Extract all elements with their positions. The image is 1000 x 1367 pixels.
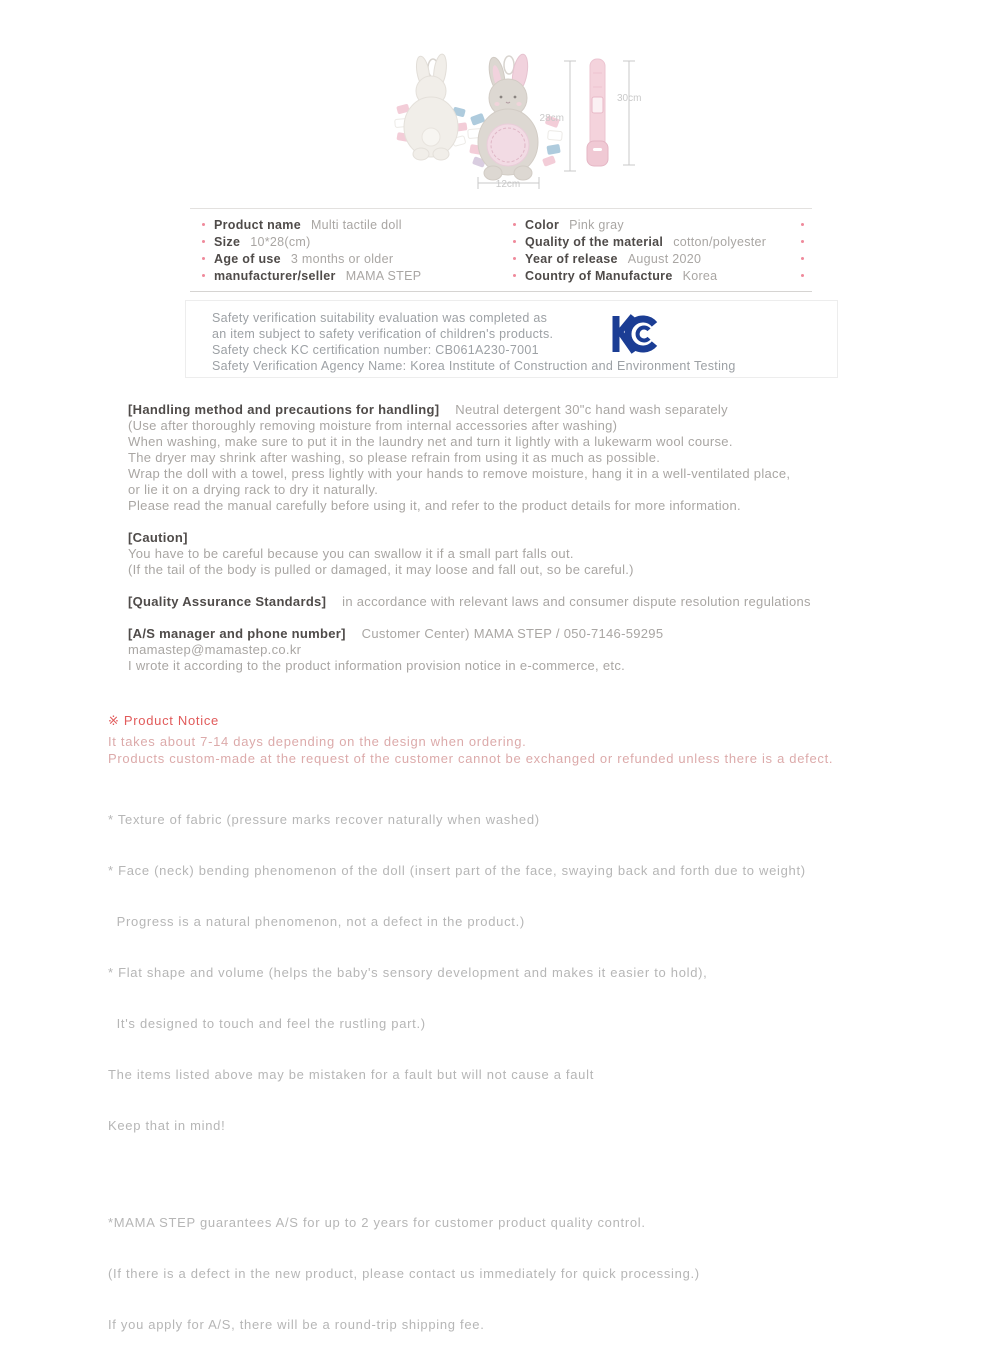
tag [546, 144, 560, 155]
notice-notes [108, 777, 948, 1168]
tag [542, 155, 556, 167]
note-line: * Texture of fabric (pressure marks recover naturally when washed) [108, 812, 540, 827]
as-line: I wrote it according to the product information provision notice in e-commerce, etc. [128, 658, 626, 673]
info-value: August 2020 [627, 251, 702, 266]
quality-text: in accordance with relevant laws and consumer dispute resolution regulations [342, 594, 811, 609]
tag [548, 130, 563, 140]
bunny-tail [422, 128, 440, 146]
info-row-age-of-use [190, 250, 501, 267]
handling-line: Please read the manual carefully before using it, and refer to the product details for more information. [128, 498, 741, 513]
caution-line: You have to be careful because you can swallow it if a small part falls out. [128, 546, 574, 561]
product-diagram [383, 53, 653, 201]
info-label: Country of Manufacture [525, 268, 673, 283]
info-col-right [501, 216, 812, 284]
handling-heading-line [128, 402, 918, 418]
note-line: It's designed to touch and feel the rustling part.) [108, 1016, 426, 1031]
info-label: Year of release [525, 251, 618, 266]
info-row-color [501, 216, 812, 233]
product-notice-section [108, 712, 948, 1367]
bullet-dot-icon [202, 257, 205, 260]
safety-line: Safety verification suitability evaluation was completed as [212, 311, 548, 325]
bullet-dot-icon [513, 257, 516, 260]
info-value: Multi tactile doll [310, 217, 402, 232]
info-col-left [190, 216, 501, 284]
dimension-strap-length [617, 61, 641, 165]
clip-end [587, 141, 608, 166]
footer-line: If you apply for A/S, there will be a round-trip shipping fee. [108, 1317, 485, 1332]
product-info-table [190, 208, 812, 292]
doll-height-label: 28cm [539, 113, 564, 124]
handling-line: The dryer may shrink after washing, so please refrain from using it as much as possible. [128, 450, 661, 465]
caution-line: (If the tail of the body is pulled or damaged, it may loose and fall out, so be careful.) [128, 562, 634, 577]
hanging-loop [504, 56, 514, 74]
safety-line: Safety check KC certification number: CB061A230-7001 [212, 343, 539, 357]
info-row-manufacturer [190, 267, 501, 284]
as-phone: Customer Center) MAMA STEP / 050-7146-59295 [361, 626, 664, 641]
bullet-dot-icon [513, 240, 516, 243]
handling-section [128, 402, 918, 514]
safety-line: an item subject to safety verification of children's products. [212, 327, 554, 341]
info-row-product-name [190, 216, 501, 233]
note-line: The items listed above may be mistaken for a fault but will not cause a fault [108, 1067, 595, 1082]
note-line: Keep that in mind! [108, 1118, 226, 1133]
product-notice-heading: ※ Product Notice [108, 713, 219, 728]
handling-intro: Neutral detergent 30"c hand wash separately [455, 402, 728, 417]
info-row-size [190, 233, 501, 250]
notice-line: Products custom-made at the request of the customer cannot be exchanged or refunded unless there is a defect. [108, 751, 834, 766]
strap-length-label: 30cm [617, 93, 642, 104]
bullet-dot-icon [202, 274, 205, 277]
notice-line: It takes about 7-14 days depending on the design when ordering. [108, 734, 527, 749]
info-value: 10*28(cm) [250, 234, 311, 249]
bullet-dot-icon [202, 223, 205, 226]
bullet-dot-icon [801, 223, 804, 226]
bullet-dot-icon [513, 274, 516, 277]
bullet-dot-icon [513, 223, 516, 226]
bullet-dot-icon [801, 240, 804, 243]
info-value: Pink gray [569, 217, 624, 232]
info-value: Korea [682, 268, 718, 283]
footer-line: (If there is a defect in the new product, please contact us immediately for quick processing.) [108, 1266, 700, 1281]
info-value: cotton/polyester [673, 234, 767, 249]
info-row-material [501, 233, 812, 250]
info-label: manufacturer/seller [214, 268, 336, 283]
caution-heading: [Caution] [128, 530, 188, 545]
handling-line: Wrap the doll with a towel, press lightly with your hands to remove moisture, hang it in a well-ventilated place, [128, 466, 791, 481]
as-guarantee-note [108, 1180, 948, 1367]
info-row-year-of-release [501, 250, 812, 267]
handling-line: or lie it on a drying rack to dry it naturally. [128, 482, 379, 497]
caution-section [128, 530, 918, 578]
strap-brand-label [592, 97, 603, 113]
info-label: Size [214, 234, 241, 249]
belly-patch [487, 124, 529, 166]
note-line: * Face (neck) bending phenomenon of the doll (insert part of the face, swaying back and forth due to weight) [108, 863, 806, 878]
as-heading: [A/S manager and phone number] [128, 626, 346, 641]
as-contact-section [128, 626, 918, 674]
safety-verification-box [185, 300, 838, 378]
pacifier-clip-illustration [587, 59, 608, 166]
handling-line: When washing, make sure to put it in the laundry net and turn it lightly with a lukewarm wool course. [128, 434, 733, 449]
note-line: * Flat shape and volume (helps the baby's sensory development and makes it easier to hold), [108, 965, 708, 980]
info-label: Quality of the material [525, 234, 664, 249]
info-label: Age of use [214, 251, 281, 266]
quality-heading: [Quality Assurance Standards] [128, 594, 327, 609]
note-line: Progress is a natural phenomenon, not a defect in the product.) [108, 914, 525, 929]
bullet-dot-icon [801, 257, 804, 260]
bunny-back-illustration [395, 53, 468, 160]
quality-assurance-section [128, 594, 918, 610]
info-row-country [501, 267, 812, 284]
info-value: 3 months or older [290, 251, 394, 266]
care-instructions [128, 402, 918, 690]
kc-certification-mark-icon [607, 312, 661, 356]
dimension-doll-width [478, 177, 539, 190]
bullet-dot-icon [202, 240, 205, 243]
handling-line: (Use after thoroughly removing moisture from internal accessories after washing) [128, 418, 618, 433]
as-email: mamastep@mamastep.co.kr [128, 642, 302, 657]
info-label: Color [525, 217, 560, 232]
safety-line: Safety Verification Agency Name: Korea Institute of Construction and Environment Testing [212, 359, 736, 373]
info-value: MAMA STEP [345, 268, 422, 283]
bullet-dot-icon [801, 274, 804, 277]
footer-line: *MAMA STEP guarantees A/S for up to 2 years for customer product quality control. [108, 1215, 646, 1230]
dimension-doll-height [540, 61, 576, 171]
product-diagram-svg [383, 53, 653, 201]
doll-width-label: 12cm [495, 179, 521, 190]
handling-heading: [Handling method and precautions for handling] [128, 402, 440, 417]
info-label: Product name [214, 217, 301, 232]
